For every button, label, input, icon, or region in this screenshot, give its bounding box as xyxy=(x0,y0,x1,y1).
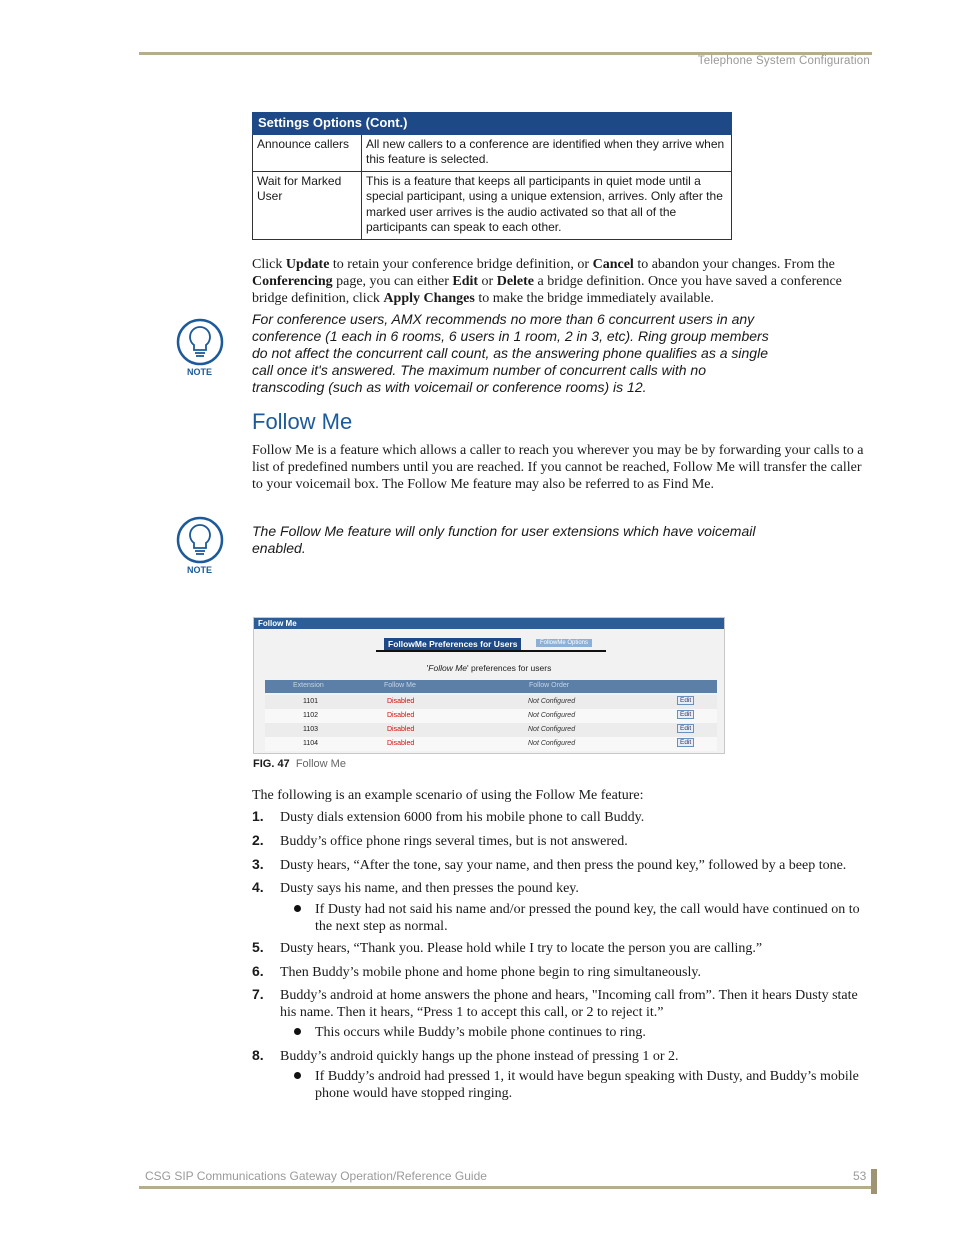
table-row xyxy=(265,723,717,737)
step-number: 3. xyxy=(252,856,264,872)
step-text: Dusty hears, “Thank you. Please hold while I try to locate the person you are calling.” xyxy=(280,941,763,956)
bullet-icon xyxy=(294,1072,301,1079)
extension-cell: 1104 xyxy=(303,740,319,747)
extension-cell: 1101 xyxy=(303,698,319,705)
tab-followme-options[interactable]: FollowMe Options xyxy=(536,639,592,647)
step-text: Dusty says his name, and then presses the pound key. xyxy=(280,881,579,896)
table-cell-key: Announce callers xyxy=(253,134,362,171)
intro-paragraph: Click Update to retain your conference bridge definition, or Cancel to abandon your changes. From the Conferencing page, you can either Edit or Delete a bridge definition. Once you have saved a conference bridge definition, click Apply Changes to make the bridge immediately available. xyxy=(252,257,842,306)
note-label: NOTE xyxy=(187,367,213,377)
edit-button[interactable]: Edit xyxy=(677,738,694,747)
table-cell-key: Wait for Marked User xyxy=(253,171,362,239)
table-row xyxy=(253,134,732,171)
table-header xyxy=(265,680,717,693)
bullet-icon xyxy=(294,1028,301,1035)
order-cell: Not Configured xyxy=(528,740,576,747)
order-cell: Not Configured xyxy=(528,712,576,719)
tab-underline xyxy=(376,650,606,652)
step-text: Buddy’s android at home answers the phone and hears, "Incoming call from”. Then it hears Dusty state his name. Then it hears, “Press 1 to accept this call, or 2 to reject it.” xyxy=(280,988,858,1020)
section-heading: Follow Me xyxy=(252,409,353,434)
step-number: 6. xyxy=(252,963,264,979)
edit-button[interactable]: Edit xyxy=(677,696,694,705)
settings-options-table xyxy=(252,112,732,240)
step-number: 5. xyxy=(252,939,264,955)
note-label: NOTE xyxy=(187,565,213,575)
step-number: 4. xyxy=(252,879,264,895)
section-paragraph: Follow Me is a feature which allows a caller to reach you wherever you may be by forwarding your calls to a list of predefined numbers until you are reached. If you cannot be reached, Follow Me will transfer the caller to your voicemail box. The Follow Me feature may also be referred to as Find Me. xyxy=(252,443,864,492)
status-cell: Disabled xyxy=(387,698,415,705)
bullet-text: If Dusty had not said his name and/or pressed the pound key, the call would have continued on to the next step as normal. xyxy=(315,902,860,934)
step-text: Buddy’s office phone rings several times, but is not answered. xyxy=(280,834,628,849)
table-row xyxy=(265,709,717,723)
tab-followme-preferences[interactable]: FollowMe Preferences for Users xyxy=(384,638,521,650)
header-section-title: Telephone System Configuration xyxy=(697,55,870,67)
extension-cell: 1103 xyxy=(303,726,319,733)
step-number: 2. xyxy=(252,832,264,848)
follow-me-screenshot xyxy=(253,617,725,754)
extension-cell: 1102 xyxy=(303,712,319,719)
bullet-text: If Buddy’s android had pressed 1, it would have begun speaking with Dusty, and Buddy’s mobile phone would have stopped ringing. xyxy=(315,1069,859,1101)
step-number: 1. xyxy=(252,808,264,824)
order-cell: Not Configured xyxy=(528,726,576,733)
bullet-icon xyxy=(294,905,301,912)
table-cell-value: All new callers to a conference are identified when they arrive when this feature is selected. xyxy=(362,134,732,171)
table-row xyxy=(253,171,732,239)
bullet-text: This occurs while Buddy’s mobile phone continues to ring. xyxy=(315,1025,646,1040)
footer-rule xyxy=(139,1186,872,1189)
step-text: Then Buddy’s mobile phone and home phone begin to ring simultaneously. xyxy=(280,965,701,980)
step-text: Dusty dials extension 6000 from his mobile phone to call Buddy. xyxy=(280,810,645,825)
step-number: 7. xyxy=(252,986,264,1002)
step-text: Buddy’s android quickly hangs up the phone instead of pressing 1 or 2. xyxy=(280,1049,679,1064)
footer-title: CSG SIP Communications Gateway Operation/Reference Guide xyxy=(145,1169,487,1183)
window-title: Follow Me xyxy=(254,618,724,629)
status-cell: Disabled xyxy=(387,726,415,733)
preferences-subtitle: 'Follow Me' preferences for users xyxy=(426,663,552,673)
scenario-intro: The following is an example scenario of using the Follow Me feature: xyxy=(252,788,644,803)
step-text: Dusty hears, “After the tone, say your name, and then press the pound key,” followed by a beep tone. xyxy=(280,858,847,873)
note-text: The Follow Me feature will only function for user extensions which have voicemail enabled. xyxy=(252,523,756,556)
column-header: Follow Me xyxy=(384,682,416,689)
status-cell: Disabled xyxy=(387,740,415,747)
edit-button[interactable]: Edit xyxy=(677,710,694,719)
table-row xyxy=(265,737,717,751)
page-number: 53 xyxy=(853,1169,867,1183)
column-header: Follow Order xyxy=(529,682,570,689)
column-header: Extension xyxy=(293,682,324,689)
step-number: 8. xyxy=(252,1047,264,1063)
table-title: Settings Options (Cont.) xyxy=(253,113,732,135)
footer-bar xyxy=(871,1169,877,1194)
order-cell: Not Configured xyxy=(528,698,576,705)
status-cell: Disabled xyxy=(387,712,415,719)
table-row xyxy=(265,695,717,709)
note-text: For conference users, AMX recommends no more than 6 concurrent users in any conference (1 each in 6 rooms, 6 users in 1 room, 2 in 3, etc). Ring group members do not affect the concurrent call count, as the answering phone qualifies as a single call once it's answered. The maximum number of concurrent calls with no transcoding (such as with voicemail or conference rooms) is 12. xyxy=(252,311,769,395)
figure-caption: FIG. 47 Follow Me xyxy=(253,758,346,770)
table-cell-value: This is a feature that keeps all participants in quiet mode until a special participant, using a unique extension, arrives. Only after the marked user arrives is the audio activated so that all of the participants can speak to each other. xyxy=(362,171,732,239)
edit-button[interactable]: Edit xyxy=(677,724,694,733)
